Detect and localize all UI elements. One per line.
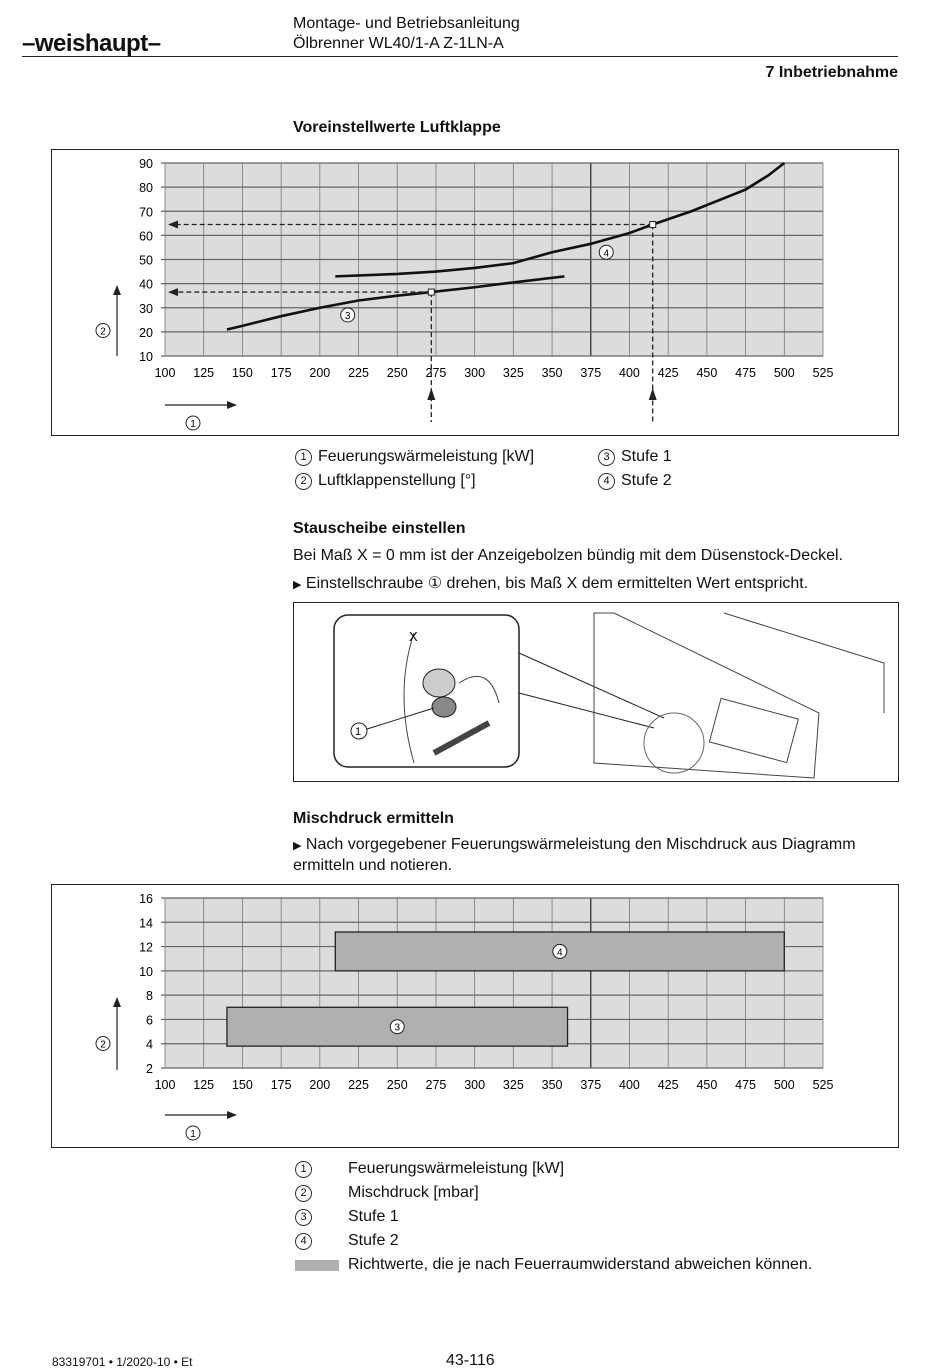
doc-title: Montage- und Betriebsanleitung [293, 15, 520, 32]
burner-illustration [294, 603, 898, 781]
y-tick-label: 12 [139, 940, 153, 955]
x-tick-label: 450 [696, 366, 718, 380]
legend2-item-1: 1 Feuerungswärmeleistung [kW] [295, 1160, 564, 1178]
x-tick-label: 100 [154, 1078, 176, 1092]
x-tick-label: 350 [541, 1078, 563, 1092]
x-tick-label: 250 [386, 366, 408, 380]
x-tick-label: 225 [348, 366, 369, 380]
y-tick-label: 10 [139, 964, 153, 979]
y-tick-label: 8 [146, 989, 153, 1004]
y-axis-label: 2 [100, 1039, 106, 1051]
x-tick-label: 225 [348, 1078, 369, 1092]
legend1-item-1: 1 Feuerungswärmeleistung [kW] [295, 448, 534, 466]
y-tick-label: 80 [139, 181, 153, 196]
x-tick-label: 125 [193, 366, 215, 380]
x-tick-label: 275 [425, 366, 447, 380]
x-tick-label: 525 [812, 1078, 834, 1092]
x-tick-label: 200 [309, 1078, 331, 1092]
input-arrowhead-icon [427, 388, 435, 400]
doc-subtitle: Ölbrenner WL40/1-A Z-1LN-A [293, 35, 504, 52]
legend1-item-4: 4 Stufe 2 [598, 472, 672, 490]
x-tick-label: 475 [735, 366, 757, 380]
input-arrowhead-icon [649, 388, 657, 400]
stauscheibe-step: ▶ Einstellschraube ① drehen, bis Maß X dem ermittelten Wert entspricht. [293, 575, 809, 592]
range-note: Richtwerte, die je nach Feuerraumwiderstand abweichen können. [348, 1256, 813, 1273]
x-tick-label: 400 [619, 1078, 640, 1092]
x-tick-label: 375 [580, 366, 602, 380]
x-tick-label: 400 [619, 366, 640, 380]
x-tick-label: 300 [464, 366, 486, 380]
y-tick-label: 30 [139, 301, 153, 316]
chart1-title: Voreinstellwerte Luftklappe [293, 119, 501, 136]
x-tick-label: 350 [541, 366, 563, 380]
fig-label-1: 1 [355, 726, 362, 738]
logo: –weishaupt– [22, 30, 161, 57]
y-tick-label: 40 [139, 277, 153, 292]
x-tick-label: 275 [425, 1078, 447, 1092]
x-tick-label: 100 [154, 366, 176, 380]
chart2 [52, 885, 898, 1147]
mischdruck-title: Mischdruck ermitteln [293, 810, 454, 827]
fig-label-x: X [409, 629, 418, 644]
x-axis-label: 1 [190, 1129, 196, 1140]
x-tick-label: 425 [657, 1078, 679, 1092]
page-number: 43-116 [446, 1352, 495, 1369]
read-point [428, 289, 434, 295]
y-tick-label: 14 [139, 916, 153, 931]
header-rule [22, 56, 898, 57]
legend1-item-3: 3 Stufe 1 [598, 448, 672, 466]
x-tick-label: 175 [270, 366, 292, 380]
x-arrowhead-icon [227, 1111, 237, 1119]
section-heading: 7 Inbetriebnahme [765, 64, 898, 81]
x-tick-label: 500 [773, 366, 795, 380]
y-tick-label: 10 [139, 350, 153, 364]
chart2-frame [51, 884, 899, 1148]
legend1-item-2: 2 Luftklappenstellung [°] [295, 472, 476, 490]
x-tick-label: 425 [657, 366, 679, 380]
series-label-stufe-2: 4 [603, 248, 610, 260]
x-tick-label: 450 [696, 1078, 718, 1092]
range-swatch [295, 1260, 339, 1271]
legend2-item-4: 4 Stufe 2 [295, 1232, 399, 1250]
y-axis-label: 2 [100, 326, 106, 338]
y-tick-label: 90 [139, 157, 153, 171]
x-tick-label: 500 [773, 1078, 795, 1092]
range-label-stufe-4: 4 [557, 947, 563, 959]
x-axis-label: 1 [190, 419, 196, 430]
x-tick-label: 150 [231, 1078, 253, 1092]
x-tick-label: 300 [464, 1078, 486, 1092]
legend2-item-2: 2 Mischdruck [mbar] [295, 1184, 479, 1202]
legend2-item-3: 3 Stufe 1 [295, 1208, 399, 1226]
doc-number: 83319701 • 1/2020-10 • Et [52, 1355, 193, 1369]
chart1 [52, 150, 898, 435]
y-tick-label: 50 [139, 253, 153, 268]
stauscheibe-title: Stauscheibe einstellen [293, 520, 466, 537]
y-arrowhead-icon [113, 997, 121, 1007]
mischdruck-step: ▶ Nach vorgegebener Feuerungswärmeleistung den Mischdruck aus Diagramm ermitteln und notieren. [293, 836, 856, 874]
y-tick-label: 6 [146, 1013, 153, 1028]
y-arrowhead-icon [113, 285, 121, 295]
series-label-stufe-1: 3 [344, 310, 351, 322]
x-tick-label: 375 [580, 1078, 602, 1092]
x-tick-label: 475 [735, 1078, 757, 1092]
read-point [650, 222, 656, 228]
x-tick-label: 200 [309, 366, 331, 380]
y-tick-label: 20 [139, 325, 153, 340]
x-tick-label: 325 [502, 366, 524, 380]
x-tick-label: 325 [502, 1078, 524, 1092]
x-tick-label: 175 [270, 1078, 292, 1092]
chart1-frame [51, 149, 899, 436]
x-tick-label: 150 [231, 366, 253, 380]
y-tick-label: 2 [146, 1062, 153, 1076]
x-tick-label: 250 [386, 1078, 408, 1092]
x-arrowhead-icon [227, 401, 237, 409]
y-tick-label: 4 [146, 1037, 153, 1052]
x-tick-label: 125 [193, 1078, 215, 1092]
y-tick-label: 60 [139, 229, 153, 244]
stauscheibe-figure [293, 602, 899, 782]
x-tick-label: 525 [812, 366, 834, 380]
stauscheibe-text: Bei Maß X = 0 mm ist der Anzeigebolzen bündig mit dem Düsenstock-Deckel. [293, 547, 844, 564]
y-tick-label: 70 [139, 205, 153, 220]
range-label-stufe-3: 3 [394, 1022, 401, 1034]
y-tick-label: 16 [139, 892, 153, 906]
